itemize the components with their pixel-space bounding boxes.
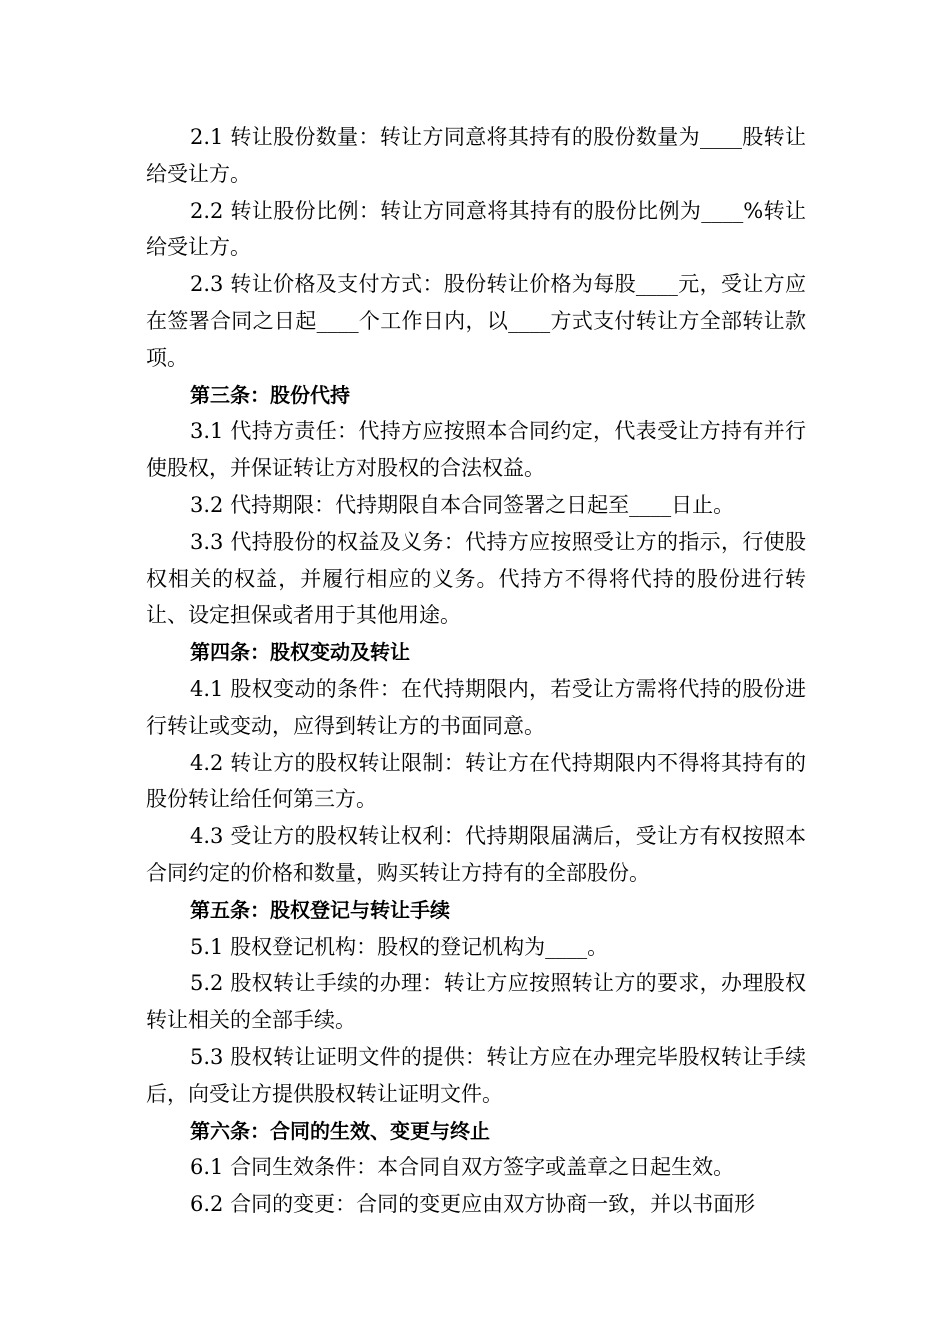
article-5-heading: 第五条：股权登记与转让手续	[190, 897, 450, 922]
clause-2-2: 2.2 转让股份比例：转让方同意将其持有的股份比例为____%转让给受让方。	[146, 198, 806, 260]
clause-5-3: 5.3 股权转让证明文件的提供：转让方应在办理完毕股权转让手续后，向受让方提供股权转让证明文件。	[146, 1044, 806, 1106]
clause-2-3: 2.3 转让价格及支付方式：股份转让价格为每股____元，受让方应在签署合同之日起____个工作日内，以____方式支付转让方全部转让款项。	[146, 272, 806, 370]
clause-4-3: 4.3 受让方的股权转让权利：代持期限届满后，受让方有权按照本合同约定的价格和数量，购买转让方持有的全部股份。	[146, 824, 806, 885]
clause-2-1: 2.1 转让股份数量：转让方同意将其持有的股份数量为____股转让给受让方。	[146, 125, 806, 186]
clause-6-1: 6.1 合同生效条件：本合同自双方签字或盖章之日起生效。	[190, 1155, 735, 1180]
clause-3-2: 3.2 代持期限：代持期限自本合同签署之日起至____日止。	[190, 492, 735, 517]
document-page	[146, 119, 806, 1223]
clause-4-2: 4.2 转让方的股权转让限制：转让方在代持期限内不得将其持有的股份转让给任何第三方。	[146, 750, 806, 812]
clause-5-1: 5.1 股权登记机构：股权的登记机构为____。	[190, 934, 609, 959]
article-6-heading: 第六条：合同的生效、变更与终止	[190, 1118, 490, 1143]
article-4-heading: 第四条：股权变动及转让	[190, 640, 410, 665]
clause-4-1: 4.1 股权变动的条件：在代持期限内，若受让方需将代持的股份进行转让或变动，应得到转让方的书面同意。	[146, 676, 806, 738]
clause-5-2: 5.2 股权转让手续的办理：转让方应按照转让方的要求，办理股权转让相关的全部手续。	[146, 971, 806, 1033]
clause-3-1: 3.1 代持方责任：代持方应按照本合同约定，代表受让方持有并行使股权，并保证转让方对股权的合法权益。	[146, 419, 806, 481]
clause-3-3: 3.3 代持股份的权益及义务：代持方应按照受让方的指示，行使股权相关的权益，并履行相应的义务。代持方不得将代持的股份进行转让、设定担保或者用于其他用途。	[146, 529, 806, 628]
article-3-heading: 第三条：股份代持	[190, 382, 350, 407]
clause-6-2: 6.2 合同的变更：合同的变更应由双方协商一致，并以书面形	[190, 1192, 756, 1217]
